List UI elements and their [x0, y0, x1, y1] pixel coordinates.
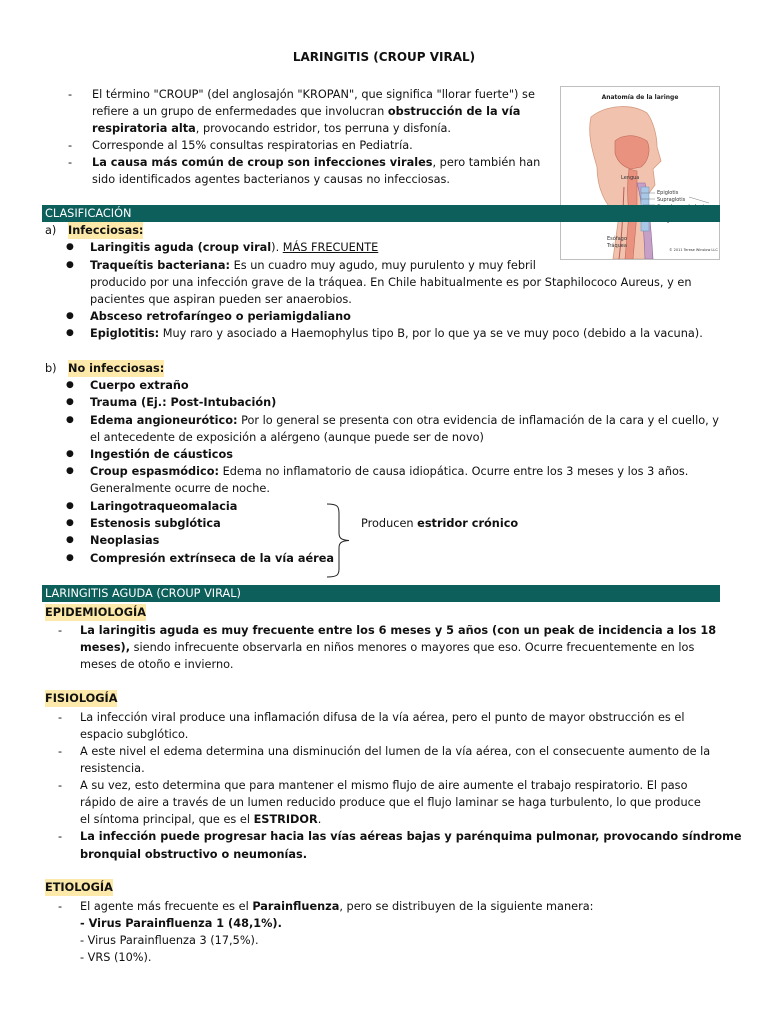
- list-marker: a): [45, 224, 57, 237]
- paragraph-line: bronquial obstructivo o neumonías.: [80, 848, 308, 861]
- dash-marker: -: [58, 830, 63, 843]
- section-header-croup: LARINGITIS AGUDA (CROUP VIRAL): [42, 585, 720, 602]
- list-item: Ingestión de cáusticos: [90, 448, 233, 461]
- list-item: Traqueítis bacteriana: Es un cuadro muy agudo, muy purulento y muy febril: [90, 259, 536, 272]
- brace-annotation: Producen estridor crónico: [361, 517, 519, 530]
- page-title: LARINGITIS (CROUP VIRAL): [292, 50, 476, 64]
- bullet-marker: ●: [66, 242, 74, 252]
- paragraph-line: A este nivel el edema determina una disminución del lumen de la vía aérea, con el consecuente aumento de la: [80, 745, 711, 758]
- bullet-marker: ●: [66, 380, 74, 390]
- figure-label: Tráquea: [607, 243, 627, 249]
- figure-label: Lengua: [621, 175, 640, 181]
- bullet-marker: ●: [66, 328, 74, 338]
- list-item: Neoplasias: [90, 534, 160, 547]
- bullet-marker: ●: [66, 449, 74, 459]
- paragraph-line: espacio subglótico.: [80, 728, 189, 741]
- bullet-marker: ●: [66, 415, 74, 425]
- list-item: Laringitis aguda (croup viral). MÁS FRECUENTE: [90, 241, 379, 254]
- figure-title: Anatomía de la laringe: [601, 94, 679, 101]
- paragraph-line: meses de otoño e invierno.: [80, 658, 234, 671]
- list-item-cont: Generalmente ocurre de noche.: [90, 482, 270, 495]
- list-item: Croup espasmódico: Edema no inflamatorio de causa idiopática. Ocurre entre los 3 meses y los 3 años.: [90, 465, 689, 478]
- dash-marker: -: [58, 900, 63, 913]
- dash-marker: -: [58, 779, 63, 792]
- list-item: Laringotraqueomalacia: [90, 500, 238, 513]
- paragraph-line: - Virus Parainfluenza 1 (48,1%).: [80, 917, 282, 930]
- list-item: Estenosis subglótica: [90, 517, 221, 530]
- list-item: Edema angioneurótico: Por lo general se presenta con otra evidencia de inflamación de la cara y el cuello, y: [90, 414, 719, 427]
- list-item: Compresión extrínseca de la vía aérea: [90, 552, 334, 565]
- list-item: Epiglotitis: Muy raro y asociado a Haemophylus tipo B, por lo que ya se ve muy poco (debido a la vacuna).: [90, 327, 703, 340]
- subsection-title: Infecciosas:: [68, 224, 144, 237]
- paragraph-line: - Virus Parainfluenza 3 (17,5%).: [80, 934, 259, 947]
- paragraph-line: La infección viral produce una inflamación difusa de la vía aérea, pero el punto de mayor obstrucción es el: [80, 711, 685, 724]
- list-item-cont: el antecedente de exposición a alérgeno (aunque puede ser de novo): [90, 431, 484, 444]
- paragraph-line: el síntoma principal, que es el ESTRIDOR.: [80, 813, 322, 826]
- intro-line: sido identificados agentes bacterianos y causas no infecciosas.: [92, 173, 450, 186]
- paragraph-line: A su vez, esto determina que para mantener el mismo flujo de aire aumente el trabajo respiratorio. El paso: [80, 779, 688, 792]
- bullet-marker: ●: [66, 535, 74, 545]
- dash-marker: -: [68, 156, 73, 169]
- figure-copyright: © 2011 Terese Winslow LLC: [669, 248, 718, 252]
- paragraph-line: La laringitis aguda es muy frecuente entre los 6 meses y 5 años (con un peak de incidencia a los 18: [80, 624, 717, 637]
- bullet-marker: ●: [66, 311, 74, 321]
- paragraph-line: La infección puede progresar hacia las vías aéreas bajas y parénquima pulmonar, provocando síndrome: [80, 830, 742, 843]
- dash-marker: -: [58, 745, 63, 758]
- subsection-title: ETIOLOGÍA: [45, 881, 113, 894]
- paragraph-line: rápido de aire a través de un lumen reducido produce que el flujo laminar se haga turbulento, lo que produce: [80, 796, 701, 809]
- larynx-anatomy-figure: [560, 86, 720, 260]
- list-item: Trauma (Ej.: Post-Intubación): [90, 396, 277, 409]
- section-header-clasificacion: CLASIFICACIÓN: [42, 205, 720, 222]
- list-item-cont: pacientes que aspiran pueden ser anaerobios.: [90, 293, 352, 306]
- intro-line: refiere a un grupo de enfermedades que involucran obstrucción de la vía: [92, 105, 521, 118]
- list-item-cont: producido por una infección grave de la tráquea. En Chile habitualmente es por Staphilococo Aureus, y en: [90, 276, 692, 289]
- intro-line: La causa más común de croup son infecciones virales, pero también han: [92, 156, 541, 169]
- bullet-marker: ●: [66, 397, 74, 407]
- figure-label: Supraglotis: [657, 197, 686, 203]
- list-item: Cuerpo extraño: [90, 379, 189, 392]
- dash-marker: -: [58, 711, 63, 724]
- paragraph-line: resistencia.: [80, 762, 145, 775]
- bullet-marker: ●: [66, 260, 74, 270]
- dash-marker: -: [58, 624, 63, 637]
- subsection-title: No infecciosas:: [68, 362, 165, 375]
- bullet-marker: ●: [66, 553, 74, 563]
- intro-line: El término "CROUP" (del anglosajón "KROPAN", que significa "llorar fuerte") se: [92, 88, 535, 101]
- subsection-title: EPIDEMIOLOGÍA: [45, 606, 146, 619]
- list-marker: b): [45, 362, 57, 375]
- intro-line: respiratoria alta, provocando estridor, tos perruna y disfonía.: [92, 122, 452, 135]
- bullet-marker: ●: [66, 466, 74, 476]
- list-item: Absceso retrofaríngeo o periamigdaliano: [90, 310, 351, 323]
- dash-marker: -: [68, 139, 73, 152]
- figure-label: Epiglotis: [657, 190, 679, 196]
- figure-label: Esófago: [607, 236, 627, 242]
- curly-brace-icon: [325, 503, 355, 578]
- dash-marker: -: [68, 88, 73, 101]
- bullet-marker: ●: [66, 501, 74, 511]
- intro-line: Corresponde al 15% consultas respiratorias en Pediatría.: [92, 139, 413, 152]
- subsection-title: FISIOLOGÍA: [45, 692, 118, 705]
- bullet-marker: ●: [66, 518, 74, 528]
- paragraph-line: meses), siendo infrecuente observarla en niños menores o mayores que eso. Ocurre frecuentemente en los: [80, 641, 695, 654]
- larynx-illustration: [561, 87, 719, 259]
- paragraph-line: - VRS (10%).: [80, 951, 152, 964]
- paragraph-line: El agente más frecuente es el Parainfluenza, pero se distribuyen de la siguiente manera:: [80, 900, 594, 913]
